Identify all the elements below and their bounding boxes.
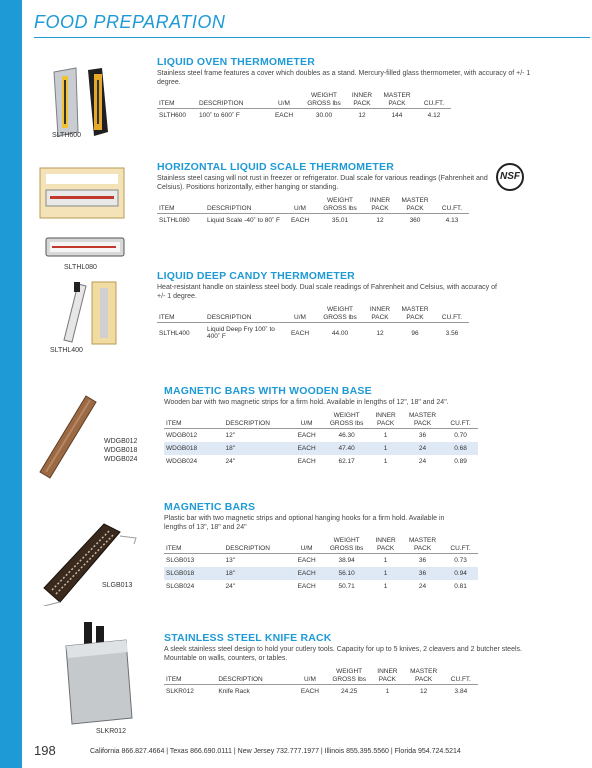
col-um: U/M [293,668,327,685]
col-description: DESCRIPTION [197,92,267,109]
col-weight: WEIGHT GROSS lbs [315,306,365,323]
cell-inner: 1 [385,688,390,695]
spec-table [157,92,451,122]
section-title: MAGNETIC BARS WITH WOODEN BASE [164,385,372,397]
cell-master: 96 [411,329,419,337]
cell-inner: 12 [358,112,366,119]
page-title: FOOD PREPARATION [34,12,226,32]
section-title: HORIZONTAL LIQUID SCALE THERMOMETER [157,161,395,173]
col-weight: WEIGHT GROSS lbs [327,668,371,685]
cell-description: 18" [224,442,290,455]
col-master: MASTER PACK [395,197,435,214]
cell-inner: 12 [376,329,384,337]
cell-master: 144 [391,112,403,119]
section-description: Heat-resistant handle on stainless steel body. Dual scale readings of Fahrenheit and Celsius, with accuracy of +/- 1 degree. [157,284,497,300]
section-title: STAINLESS STEEL KNIFE RACK [164,632,332,644]
cell-item: WDGB012 [166,432,198,439]
product-code-label: WDGB012 [104,438,138,445]
col-cuft: CU.FT. [444,668,478,685]
product-section [164,385,514,468]
cell-description: Knife Rack [218,688,250,695]
cell-cuft: 3.56 [445,329,459,337]
table-header-row [157,306,469,323]
horizontal-thermometer-image [44,234,126,260]
cell-description: 13" [225,557,236,564]
cell-description: 18" [224,567,290,580]
cell-um: EACH [297,458,316,465]
section-description: A sleek stainless steel design to hold your cutlery tools. Capacity for up to 5 knives, 2 cleavers and 2 butcher steels. Mountable on walls, counters, or tables. [164,646,522,662]
col-master: MASTER PACK [402,412,443,429]
cell-um: EACH [289,567,324,580]
wooden-magnetic-bar-image [36,392,104,482]
cell-weight: 38.94 [338,557,355,564]
cell-cuft: 0.68 [443,442,478,455]
section-description: Wooden bar with two magnetic strips for a firm hold. Available in lengths of 12", 18" and 24". [164,399,449,406]
col-description: DESCRIPTION [216,668,292,685]
col-description: DESCRIPTION [205,197,285,214]
col-master: MASTER PACK [404,668,444,685]
table-row [164,429,478,443]
table-row [164,580,478,593]
cell-inner: 1 [369,442,402,455]
cell-description: 24" [225,458,236,465]
col-cuft: CU.FT. [417,92,451,109]
cell-item: SLGB013 [166,557,195,564]
cell-item: SLTHL400 [159,329,190,337]
col-master: MASTER PACK [395,306,435,323]
spec-table [164,668,478,698]
cell-um: EACH [290,329,310,337]
table-header-row [157,92,451,109]
col-item: ITEM [164,668,216,685]
product-section [157,270,497,343]
cell-item: WDGB018 [164,442,224,455]
col-cuft: CU.FT. [435,306,469,323]
section-title: LIQUID OVEN THERMOMETER [157,56,316,68]
cell-um: EACH [297,557,316,564]
candy-thermometer-image [56,280,126,346]
cell-description: 24" [225,583,236,590]
spec-table [157,306,469,343]
table-header-row [164,668,478,685]
product-code-label: SLTHL400 [50,347,83,354]
cell-inner: 1 [383,557,388,564]
section-description: Plastic bar with two magnetic strips and optional hanging hooks for a firm hold. Available in lengths of 13", 18" and 24" [164,515,445,531]
cell-master: 36 [402,567,443,580]
section-description: Stainless steel frame features a cover which doubles as a stand. Mercury-filled glass thermometer, with accuracy of +/- 1 degree. [157,70,531,86]
col-item: ITEM [157,197,205,214]
cell-inner: 1 [369,567,402,580]
cell-inner: 1 [383,458,388,465]
product-section [157,161,497,227]
cell-master: 24 [418,458,427,465]
cell-master: 360 [409,217,421,224]
product-section [164,501,514,593]
cell-um: EACH [300,688,319,695]
cell-item: SLGB024 [166,583,195,590]
product-section [157,56,537,122]
cell-um: EACH [289,442,324,455]
cell-cuft: 0.73 [454,557,467,564]
col-description: DESCRIPTION [224,537,290,554]
col-weight: WEIGHT GROSS lbs [324,412,369,429]
cell-description: 100˚ to 600˚ F [199,112,240,119]
cell-um: EACH [297,583,316,590]
col-item: ITEM [157,306,205,323]
product-section [164,632,554,698]
col-um: U/M [289,537,324,554]
table-header-row [164,537,478,554]
cell-description: 12" [225,432,236,439]
cell-weight: 46.30 [338,432,355,439]
oven-thermometer-image [50,66,120,138]
col-weight: WEIGHT GROSS lbs [315,197,365,214]
col-um: U/M [289,412,324,429]
cell-cuft: 0.70 [454,432,467,439]
spec-table [164,412,478,468]
table-row [164,455,478,468]
magnetic-bar-image [40,518,140,606]
cell-cuft: 4.12 [427,112,441,119]
side-color-bar [0,0,22,768]
cell-cuft: 3.84 [454,688,468,695]
page-number: 198 [34,743,56,758]
col-description: DESCRIPTION [205,306,285,323]
col-inner: INNER PACK [371,668,403,685]
cell-master: 24 [418,583,427,590]
cell-master: 36 [418,557,427,564]
cell-weight: 24.25 [341,688,358,695]
col-description: DESCRIPTION [224,412,290,429]
product-code-label: WDGB024 [104,456,138,463]
spec-table [164,537,478,593]
col-item: ITEM [164,537,224,554]
table-row [164,554,478,568]
cell-cuft: 0.89 [454,458,467,465]
cell-um: EACH [297,432,316,439]
cell-inner: 1 [383,432,388,439]
cell-cuft: 4.13 [445,217,459,224]
cell-weight: 50.71 [338,583,355,590]
product-code-label: SLGB013 [102,582,133,589]
cell-master: 12 [420,688,428,695]
col-cuft: CU.FT. [443,412,478,429]
product-code-label: SLTHL080 [64,264,97,271]
product-code-label: SLTH600 [52,132,82,139]
spec-table [157,197,469,227]
cell-inner: 1 [383,583,388,590]
knife-rack-image [62,618,136,728]
col-cuft: CU.FT. [435,197,469,214]
table-row [157,214,469,228]
cell-item: SLKR012 [166,688,194,695]
table-row [164,685,478,699]
cell-um: EACH [290,217,310,224]
cell-description: Liquid Scale -40˚ to 80˚ F [207,217,280,224]
col-inner: INNER PACK [347,92,377,109]
cell-um: EACH [274,112,294,119]
col-weight: WEIGHT GROSS lbs [324,537,369,554]
cell-weight: 35.01 [331,217,349,224]
cell-weight: 44.00 [331,329,349,337]
col-um: U/M [285,306,315,323]
cell-description: Liquid Deep Fry 100˚ to 400˚ F [207,326,275,340]
col-item: ITEM [157,92,197,109]
cell-weight: 47.40 [324,442,369,455]
table-row [164,567,478,580]
table-row [164,442,478,455]
col-inner: INNER PACK [365,197,395,214]
section-title: LIQUID DEEP CANDY THERMOMETER [157,270,355,282]
section-description: Stainless steel casing will not rust in freezer or refrigerator. Dual scale for various readings (Fahrenheit and Celsius). Positions horizontally, either hanging or standing. [157,175,488,191]
cell-item: SLGB018 [164,567,224,580]
col-master: MASTER PACK [402,537,443,554]
footer-contacts: California 866.827.4664 | Texas 866.690.0111 | New Jersey 732.777.1977 | Illinois 855.395.5560 | Florida 954.724.5214 [90,748,461,755]
cell-item: SLTH600 [159,112,186,119]
col-inner: INNER PACK [369,537,402,554]
col-um: U/M [285,197,315,214]
product-code-label: WDGB018 [104,447,138,454]
cell-cuft: 0.81 [454,583,467,590]
section-title: MAGNETIC BARS [164,501,256,513]
cell-weight: 62.17 [338,458,355,465]
cell-master: 24 [402,442,443,455]
table-header-row [157,197,469,214]
nsf-logo: NSF [496,163,524,191]
header-divider [34,37,590,38]
cell-inner: 12 [376,217,384,224]
cell-item: SLTHL080 [159,217,190,224]
cell-master: 36 [418,432,427,439]
table-row [157,323,469,344]
col-um: U/M [267,92,301,109]
cell-item: WDGB024 [166,458,198,465]
table-row [157,109,451,123]
product-code-label: SLKR012 [96,728,126,735]
cell-cuft: 0.94 [443,567,478,580]
table-header-row [164,412,478,429]
cell-weight: 56.10 [324,567,369,580]
horizontal-thermometer-package-image [38,166,128,220]
col-weight: WEIGHT GROSS lbs [301,92,347,109]
col-inner: INNER PACK [369,412,402,429]
col-cuft: CU.FT. [443,537,478,554]
col-master: MASTER PACK [377,92,417,109]
cell-weight: 30.00 [315,112,333,119]
col-item: ITEM [164,412,224,429]
col-inner: INNER PACK [365,306,395,323]
